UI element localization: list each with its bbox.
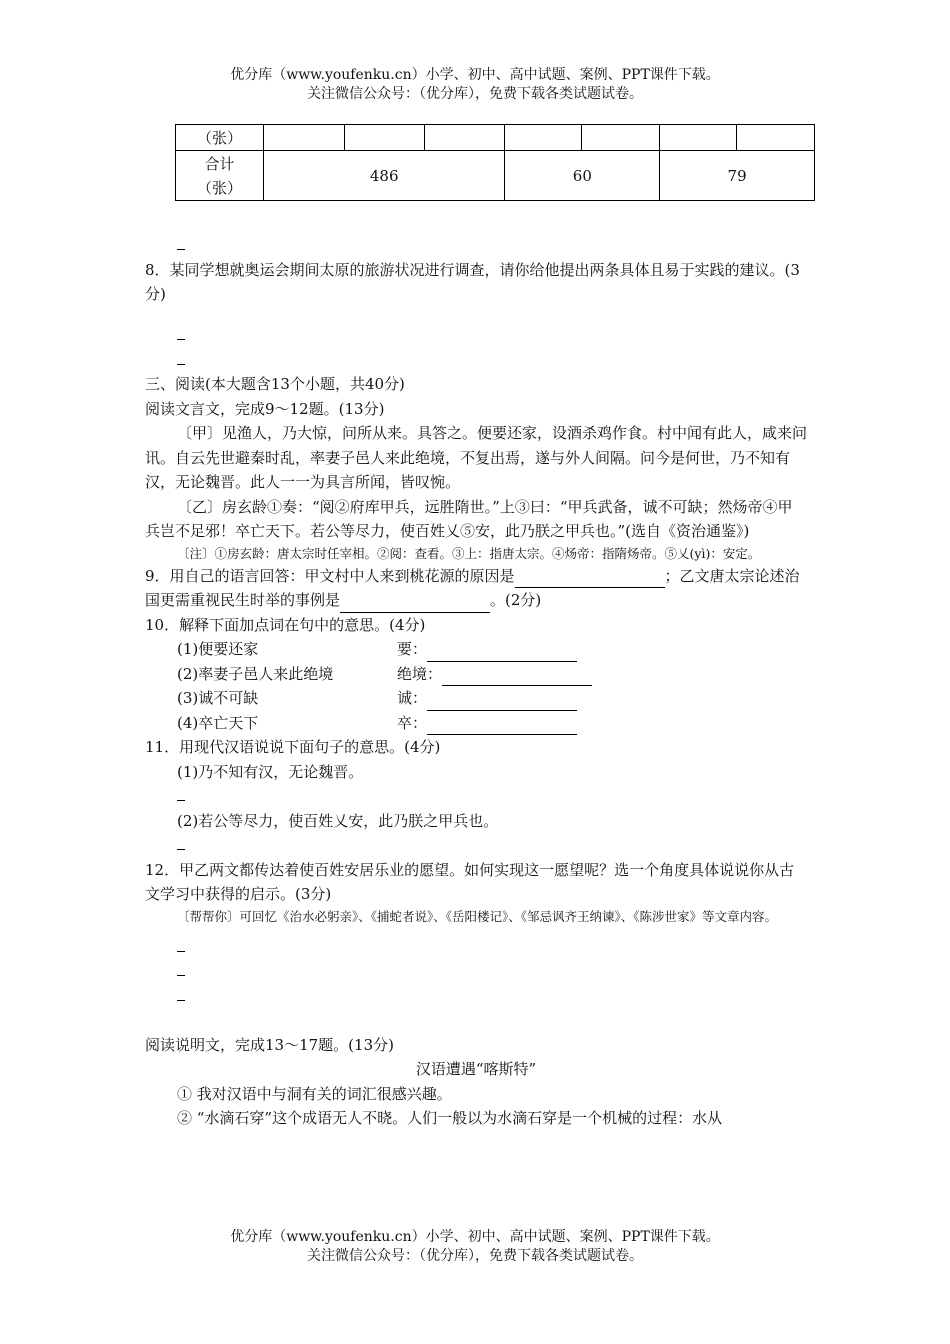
q10-word: 要： [397,640,428,658]
q11-sentence-2: (2)若公等尽力，使百姓乂安，此乃朕之甲兵也。 [177,811,499,830]
header-line-2: 关注微信公众号：（优分库），免费下载各类试题试卷。 [307,86,643,102]
page-footer [0,1228,950,1266]
expository-paragraph-2: ② “水滴石穿”这个成语无人不晓。人们一般以为水滴石穿是一个机械的过程：水从 [177,1109,723,1127]
answer-line [145,233,807,258]
exam-content [145,233,807,1131]
table-cell [424,125,505,151]
q10-item [145,637,807,662]
passage-yi: 〔乙〕房玄龄①奏：“阅②府库甲兵，远胜隋世。”上③曰：“甲兵武备，诚不可缺；然炀帝④甲兵岂不足邪！卒亡天下。若公等尽力，使百姓乂⑤安，此乃朕之甲兵也。”(选自《资治通鉴》) [145,497,793,540]
row-unit-label: （张） [176,125,264,151]
question-11-title: 11．用现代汉语说说下面句子的意思。(4分) [145,738,441,756]
footer-line-1: 优分库（www.youfenku.cn）小学、初中、高中试题、案例、PPT课件下载。 [230,1229,720,1245]
classical-intro: 阅读文言文，完成9～12题。(13分) [145,399,385,418]
q10-sentence: (4)卒亡天下 [177,713,259,732]
q10-sentence: (3)诚不可缺 [177,689,259,707]
question-12: 12．甲乙两文都传达着使百姓安居乐业的愿望。如何实现这一愿望呢？选一个角度具体说说你从古文学习中获得的启示。(3分) [145,860,795,903]
table-cell [660,125,737,151]
annotation-notes: 〔注〕①房玄龄：唐太宗时任宰相。②阅：查看。③上：指唐太宗。④炀帝：指隋炀帝。⑤乂(yì)：安定。 [177,545,761,561]
q10-sentence: (1)便要还家 [177,640,259,658]
table-cell [582,125,660,151]
expository-intro: 阅读说明文，完成13～17题。(13分) [145,1035,394,1054]
table-row [176,125,815,151]
q10-blank[interactable] [442,667,592,686]
answer-line [145,984,807,1009]
question-10-title: 10．解释下面加点词在句中的意思。(4分) [145,615,426,634]
q10-word: 绝境： [397,664,443,683]
q11-sentence-1: (1)乃不知有汉，无论魏晋。 [177,762,364,781]
q10-item [145,711,807,736]
answer-line [145,784,807,809]
table-cell [505,125,582,151]
answer-line [145,959,807,984]
q10-sentence: (2)率妻子邑人来此绝境 [177,664,334,683]
q10-word: 卒： [397,713,428,732]
q9-text-3: 。(2分) [490,591,542,609]
q9-blank-1[interactable] [515,569,665,588]
total-unit: （张） [196,178,242,197]
table-cell [263,125,344,151]
expository-title: 汉语遭遇“喀斯特” [415,1060,537,1078]
q10-blank[interactable] [427,692,577,711]
table-row [176,151,815,201]
question-9 [145,564,807,613]
section-3-title: 三、阅读(本大题含13个小题，共40分) [145,375,405,393]
table-cell [344,125,424,151]
passage-jia: 〔甲〕见渔人，乃大惊，问所从来。具答之。便要还家，设酒杀鸡作食。村中闻有此人，咸来问讯。自云先世避秦时乱，率妻子邑人来此绝境，不复出焉，遂与外人间隔。问今是何世，乃不知有汉，无论魏晋。此人一一为具言所闻，皆叹惋。 [145,424,808,491]
q9-text-2: ；乙文唐太宗论述治国更需重视民生时举的事例是 [145,566,800,609]
q10-item [145,686,807,711]
expository-paragraph-1: ① 我对汉语中与洞有关的词汇很感兴趣。 [177,1084,452,1103]
answer-line [145,323,807,348]
statistics-table [175,124,815,201]
q9-text-1: 9．用自己的语言回答：甲文村中人来到桃花源的原因是 [145,566,515,585]
q10-blank[interactable] [427,716,577,735]
total-cell: 79 [660,151,815,201]
q10-word: 诚： [397,689,428,707]
q12-help: 〔帮帮你〕可回忆《治水必躬亲》、《捕蛇者说》、《岳阳楼记》、《邹忌讽齐王纳谏》、《陈涉世家》等文章内容。 [177,908,778,924]
total-label: 合计 [204,154,235,173]
footer-line-2: 关注微信公众号：（优分库），免费下载各类试题试卷。 [307,1248,643,1264]
q9-blank-2[interactable] [340,594,490,613]
question-8: 8．某同学想就奥运会期间太原的旅游状况进行调查，请你给他提出两条具体且易于实践的建议。(3分) [145,260,800,303]
answer-line [145,935,807,960]
q10-item [145,662,807,687]
answer-line [145,833,807,858]
total-cell: 486 [263,151,505,201]
table-cell [737,125,815,151]
header-line-1: 优分库（www.youfenku.cn）小学、初中、高中试题、案例、PPT课件下载。 [230,67,720,83]
answer-line [145,348,807,373]
total-label-cell [176,151,264,201]
page-header [0,66,950,104]
q10-blank[interactable] [427,643,577,662]
total-cell: 60 [505,151,660,201]
